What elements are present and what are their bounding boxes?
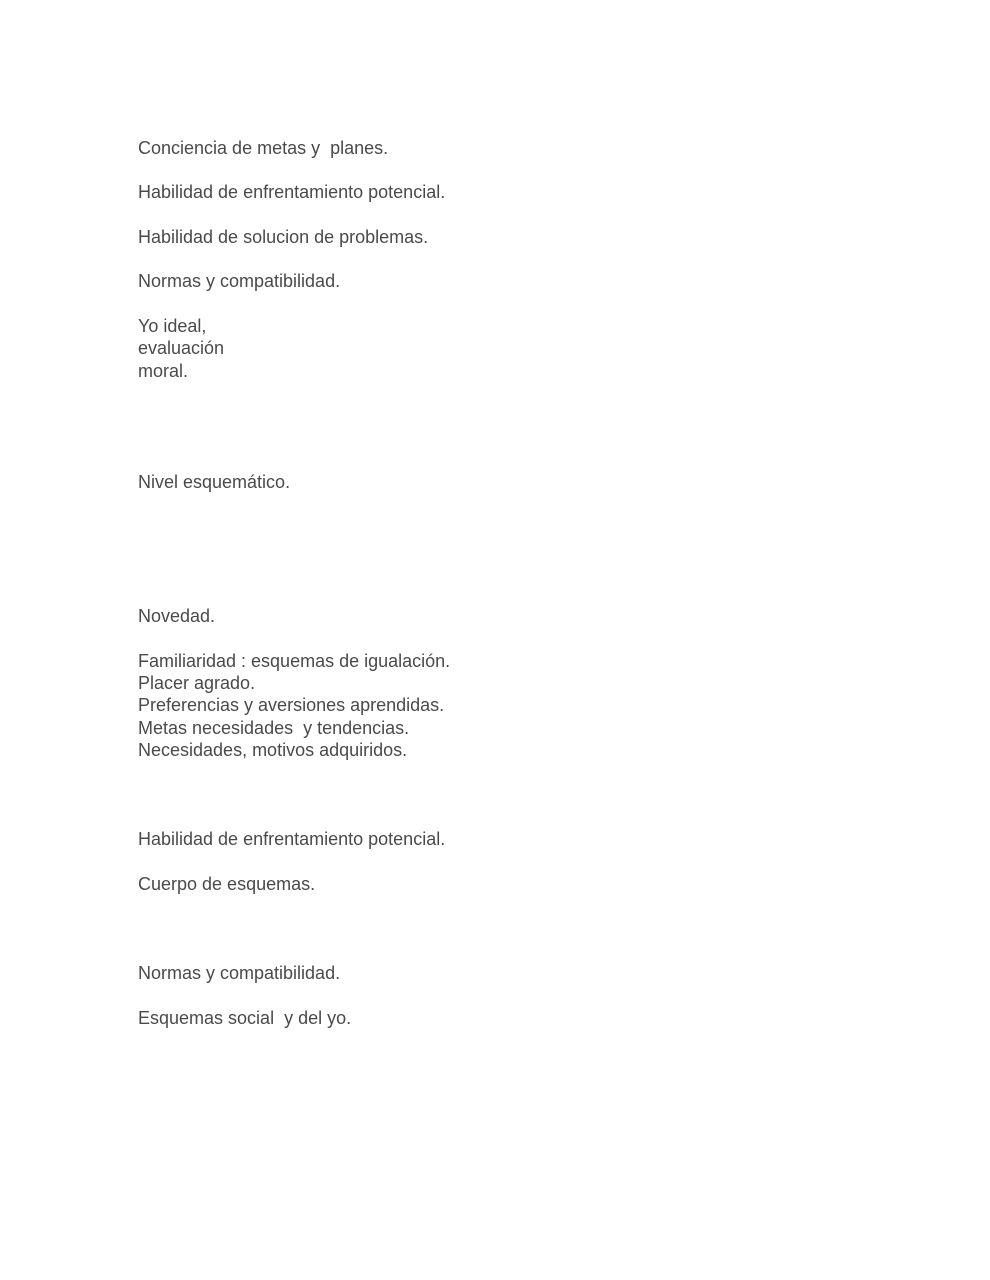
text-line: Conciencia de metas y planes. (138, 138, 389, 158)
text-line: Habilidad de solucion de problemas. (138, 227, 429, 247)
text-line: Normas y compatibilidad. (138, 963, 341, 983)
text-line: Habilidad de enfrentamiento potencial. (138, 829, 446, 849)
text-line: moral. (138, 361, 189, 381)
text-line: Preferencias y aversiones aprendidas. (138, 695, 445, 715)
text-line: Nivel esquemático. (138, 472, 291, 492)
text-line: Cuerpo de esquemas. (138, 874, 316, 894)
text-line: Novedad. (138, 606, 216, 626)
text-line: Habilidad de enfrentamiento potencial. (138, 182, 446, 202)
text-line: Metas necesidades y tendencias. (138, 718, 410, 738)
text-line: Placer agrado. (138, 673, 256, 693)
text-line: Esquemas social y del yo. (138, 1008, 352, 1028)
text-line: Familiaridad : esquemas de igualación. (138, 651, 451, 671)
text-line: Normas y compatibilidad. (138, 271, 341, 291)
text-line: evaluación (138, 338, 225, 358)
text-line: Necesidades, motivos adquiridos. (138, 740, 408, 760)
text-line: Yo ideal, (138, 316, 207, 336)
